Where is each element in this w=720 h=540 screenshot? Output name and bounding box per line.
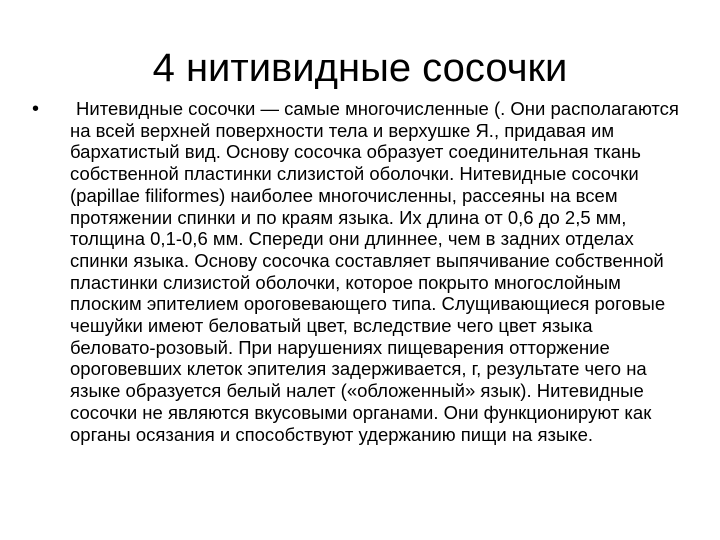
slide-title: 4 нитивидные сосочки: [152, 46, 568, 90]
bullet-icon: •: [32, 98, 40, 120]
body-text: Нитевидные сосочки — самые многочисленные (. Они располагаются на всей верхней поверхности тела и верхушке Я., придавая им бархатистый вид. Основу сосочка образует соединительная ткань собственной пластинки слизистой оболочки. Нитевидные сосочки (papillae filiformes) наиболее многочисленны, рассеяны на всем протяжении спинки и по краям языка. Их длина от 0,6 до 2,5 мм, толщина 0,1-0,6 мм. Спереди они длиннее, чем в задних отделах спинки языка. Основу сосочка составляет выпячивание собственной пластинки слизистой оболочки, которое покрыто многослойным плоским эпителием ороговевающего типа. Слущивающиеся роговые чешуйки имеют беловатый цвет, вследствие чего цвет языка беловато-розовый. При нарушениях пищеварения отторжение ороговевших клеток эпителия задерживается, г, результате чего на языке образуется белый налет («обложенный» язык). Нитевидные сосочки не являются вкусовыми органами. Они функционируют как органы осязания и способствуют удержанию пищи на языке.: [70, 98, 679, 445]
